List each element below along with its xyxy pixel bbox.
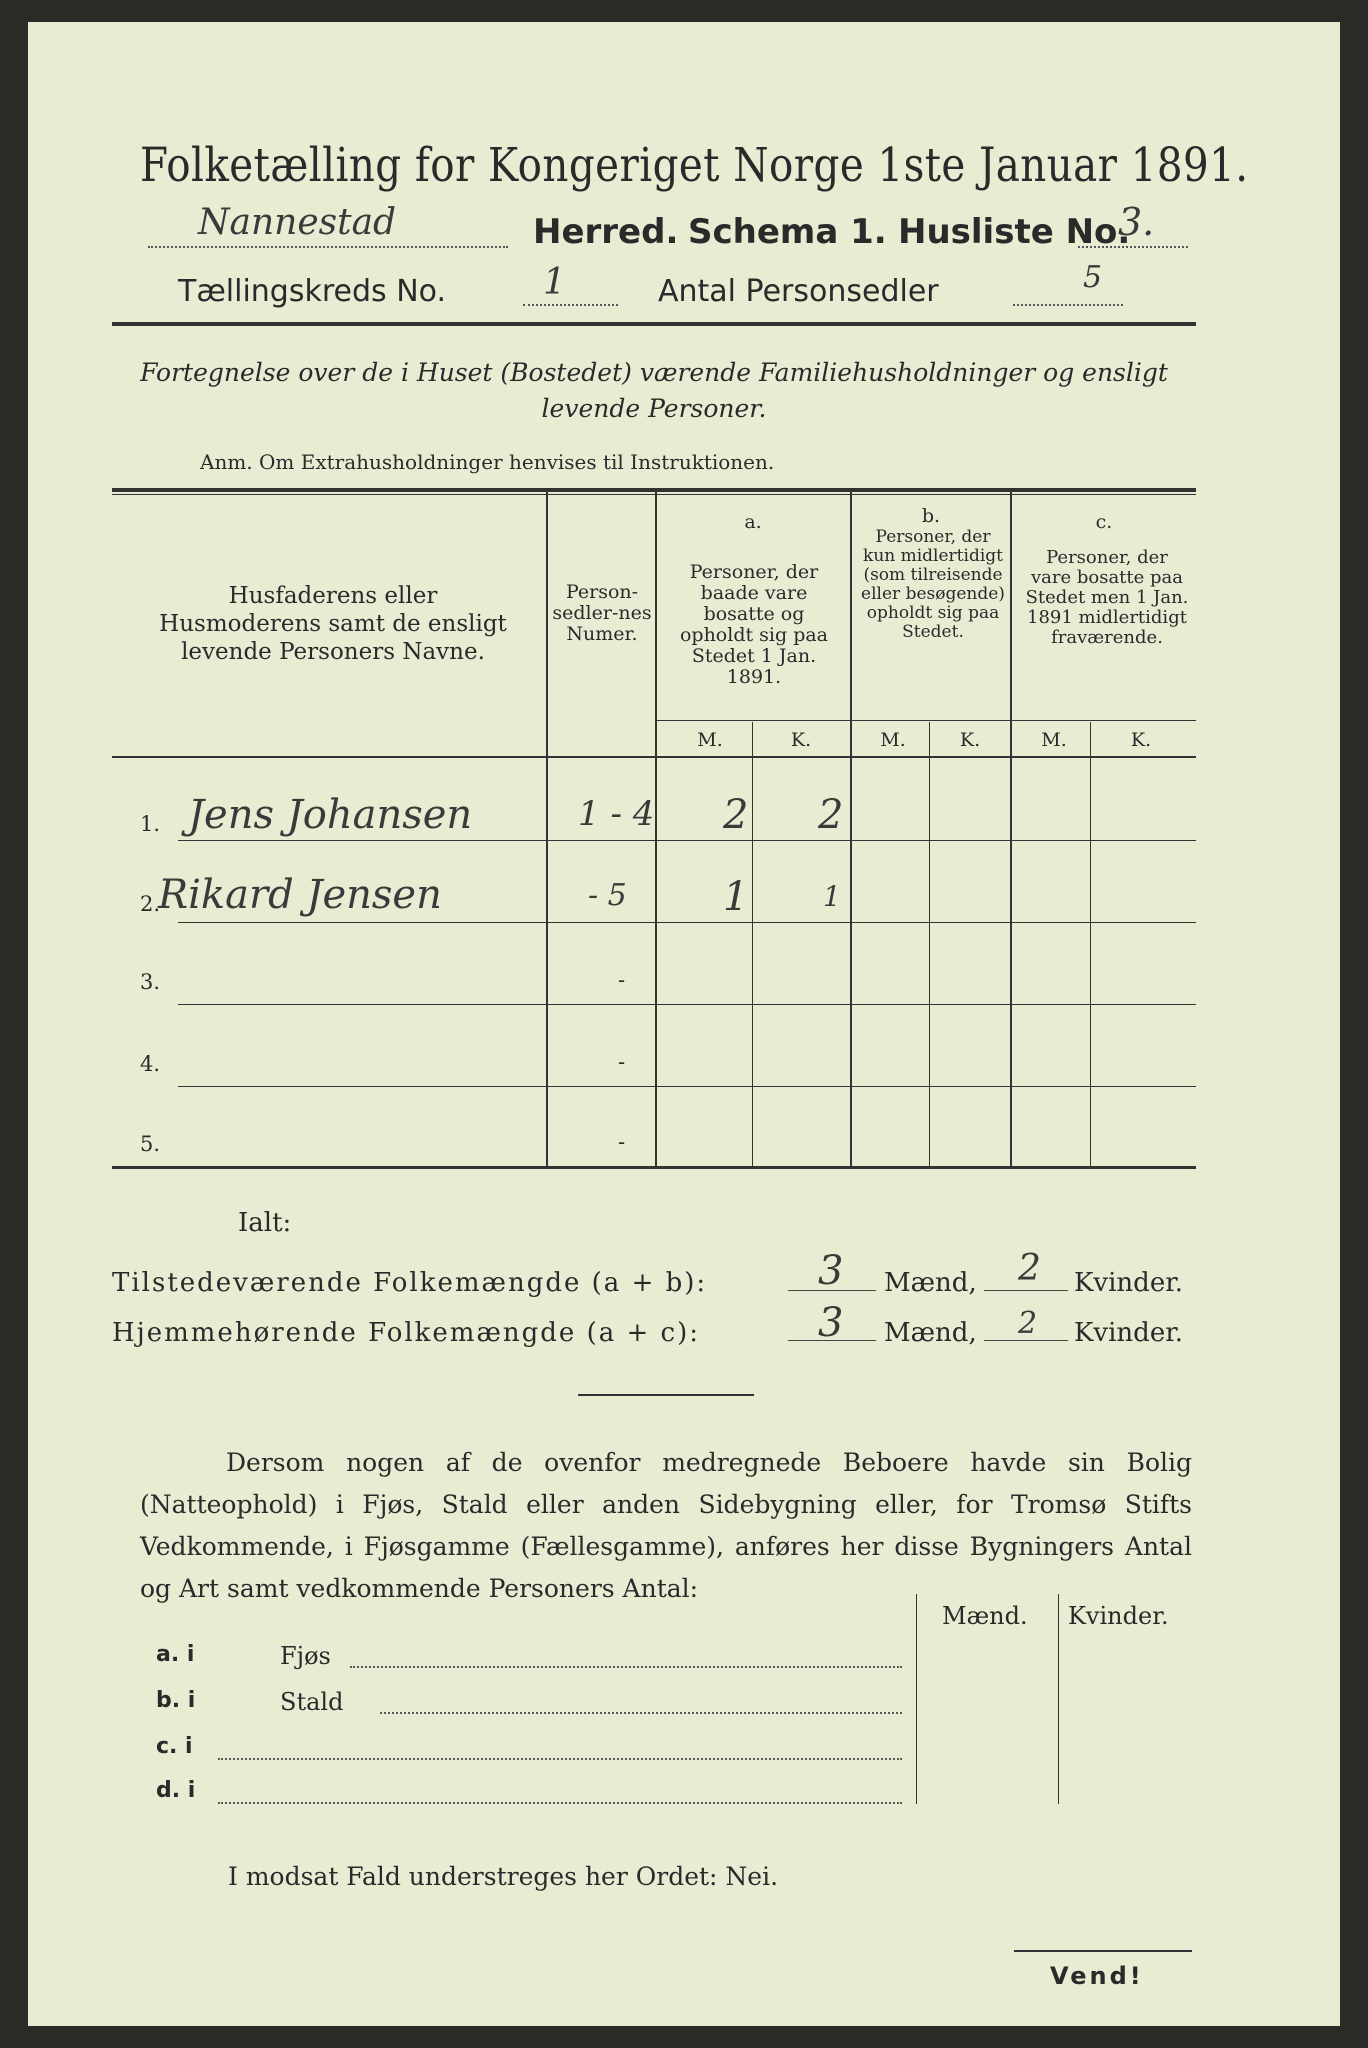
separator xyxy=(578,1394,754,1396)
row-number: 5. xyxy=(140,1132,161,1156)
row-a-m: 1 xyxy=(723,874,749,920)
row-num: - xyxy=(618,968,626,992)
col-names-header: Husfaderens eller Husmoderens samt de ensligt levende Personers Navne. xyxy=(159,583,507,665)
resident-m: 3 xyxy=(818,1300,844,1346)
antal-field xyxy=(1013,276,1123,306)
present-kvinder: Kvinder. xyxy=(1074,1268,1184,1298)
a-k-header: K. xyxy=(790,729,812,751)
c-m-header: M. xyxy=(1041,729,1067,751)
b-m-header: M. xyxy=(880,729,906,751)
building-label: Stald xyxy=(280,1688,344,1716)
form-title: Folketælling for Kongeriget Norge 1ste Januar 1891. xyxy=(140,138,1249,193)
col-num-header: Person-sedler-nes Numer. xyxy=(552,581,652,645)
row-name: Rikard Jensen xyxy=(158,872,442,918)
row-num: - 5 xyxy=(588,878,627,913)
row-number: 4. xyxy=(140,1052,161,1076)
building-label: Fjøs xyxy=(280,1642,331,1670)
buildings-kvinder-header: Kvinder. xyxy=(1068,1602,1169,1630)
row-number: 2. xyxy=(140,892,161,916)
resident-label: Hjemmehørende Folkemængde (a + c): xyxy=(112,1318,700,1348)
resident-kvinder: Kvinder. xyxy=(1074,1318,1184,1348)
kreds-value: 1 xyxy=(543,262,566,303)
present-maend: Mænd, xyxy=(884,1268,977,1298)
vend-label: Vend! xyxy=(1050,1962,1144,1990)
c-k-header: K. xyxy=(1130,729,1152,751)
row-a-k: 2 xyxy=(818,792,844,838)
nei-note: I modsat Fald understreges her Ordet: Nei. xyxy=(228,1862,779,1891)
ialt-label: Ialt: xyxy=(238,1208,292,1238)
resident-k: 2 xyxy=(1018,1306,1038,1341)
herred-value: Nannestad xyxy=(198,202,397,243)
building-key: c. i xyxy=(156,1734,193,1759)
row-a-k: 1 xyxy=(823,880,841,913)
header-rule xyxy=(112,322,1196,326)
building-key: b. i xyxy=(156,1688,196,1713)
intro-line2: levende Personer. xyxy=(541,394,767,423)
kreds-field xyxy=(523,276,618,306)
row-num: - xyxy=(618,1130,626,1154)
husliste-label: Husliste No. xyxy=(898,212,1131,252)
col-c-letter: c. xyxy=(1095,511,1113,533)
col-b-header: Personer, der kun midlertidigt (som tilreisende eller besøgende) opholdt sig paa Stedet. xyxy=(861,527,1005,642)
row-number: 1. xyxy=(140,812,161,836)
resident-maend: Mænd, xyxy=(884,1318,977,1348)
row-a-m: 2 xyxy=(723,792,749,838)
present-label: Tilstedeværende Folkemængde (a + b): xyxy=(112,1268,708,1298)
col-b-letter: b. xyxy=(921,505,941,527)
kreds-label: Tællingskreds No. xyxy=(178,274,446,309)
col-c-header: Personer, der vare bosatte paa Stedet men 1 Jan. 1891 midlertidigt fraværende. xyxy=(1025,547,1189,648)
col-a-letter: a. xyxy=(744,511,762,533)
antal-label: Antal Personsedler xyxy=(658,274,939,309)
husliste-value: 3. xyxy=(1118,200,1155,244)
census-sheet xyxy=(28,22,1340,2026)
a-m-header: M. xyxy=(697,729,723,751)
row-number: 3. xyxy=(140,970,161,994)
present-k: 2 xyxy=(1018,1248,1041,1289)
antal-value: 5 xyxy=(1083,260,1103,295)
row-num: - xyxy=(618,1050,626,1074)
anm-note: Anm. Om Extrahusholdninger henvises til Instruktionen. xyxy=(200,450,775,474)
herred-label: Herred. xyxy=(533,212,679,252)
building-key: a. i xyxy=(156,1642,195,1667)
building-key: d. i xyxy=(156,1778,196,1803)
intro-line1: Fortegnelse over de i Huset (Bostedet) værende Familiehusholdninger og ensligt xyxy=(140,358,1168,387)
row-name: Jens Johansen xyxy=(188,792,473,838)
row-num: 1 - 4 xyxy=(578,794,655,834)
schema-label: Schema 1. xyxy=(688,212,887,252)
buildings-paragraph: Dersom nogen af de ovenfor medregnede Beboere havde sin Bolig (Natteophold) i Fjøs, Stald eller anden Sidebygning eller, for Tromsø Stifts Vedkommende, i Fjøsgamme (Fællesgamme), anføres her disse Bygningers Antal og Art samt vedkommende Personers Antal: xyxy=(140,1448,1192,1603)
buildings-maend-header: Mænd. xyxy=(942,1602,1028,1630)
b-k-header: K. xyxy=(959,729,981,751)
present-m: 3 xyxy=(818,1248,844,1294)
col-a-header: Personer, der baade vare bosatte og opholdt sig paa Stedet 1 Jan. 1891. xyxy=(679,561,829,688)
